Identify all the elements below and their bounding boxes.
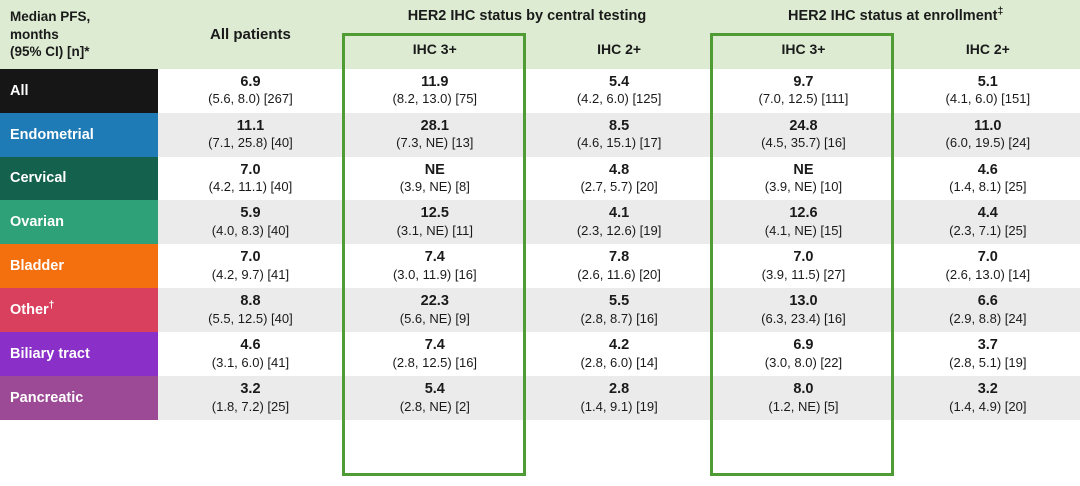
data-cell xyxy=(527,157,711,201)
data-cell xyxy=(158,288,342,332)
data-cell xyxy=(527,200,711,244)
median-value: 3.2 xyxy=(240,381,261,398)
data-cell xyxy=(896,376,1080,420)
median-value: 6.9 xyxy=(793,337,814,354)
confidence-interval: (4.2, 6.0) [125] xyxy=(576,91,662,107)
confidence-interval: (7.0, 12.5) [111] xyxy=(758,91,849,107)
data-cell xyxy=(896,157,1080,201)
median-value: 5.9 xyxy=(240,205,261,222)
median-value: 7.4 xyxy=(424,337,445,354)
median-value: 7.4 xyxy=(424,249,445,266)
median-value: NE xyxy=(424,161,445,178)
table-bottom-filler xyxy=(0,420,1080,440)
corner-line-1: Median PFS, xyxy=(10,9,91,24)
data-cell xyxy=(527,332,711,376)
median-value: 6.6 xyxy=(977,293,998,310)
confidence-interval: (3.0, 8.0) [22] xyxy=(764,354,843,370)
data-cell xyxy=(158,244,342,288)
data-cell xyxy=(343,157,527,201)
row-label-endometrial: Endometrial xyxy=(0,113,158,157)
confidence-interval: (5.5, 12.5) [40] xyxy=(208,311,293,327)
confidence-interval: (1.8, 7.2) [25] xyxy=(211,398,290,414)
data-cell xyxy=(711,200,895,244)
confidence-interval: (2.3, 7.1) [25] xyxy=(949,223,1027,239)
filler-cell xyxy=(343,420,527,440)
data-cell xyxy=(158,200,342,244)
data-cell xyxy=(896,69,1080,113)
median-value: 5.5 xyxy=(609,293,630,310)
median-value: 3.7 xyxy=(977,337,998,354)
data-cell xyxy=(158,332,342,376)
confidence-interval: (2.3, 12.6) [19] xyxy=(576,223,662,239)
table-header xyxy=(0,0,1080,69)
median-value: 7.0 xyxy=(240,249,261,266)
row-label-ovarian: Ovarian xyxy=(0,200,158,244)
median-value: 9.7 xyxy=(793,73,814,90)
header-enrollment-ihc-2plus: IHC 2+ xyxy=(896,32,1080,69)
confidence-interval: (1.4, 9.1) [19] xyxy=(580,398,658,414)
filler-cell xyxy=(0,420,158,440)
median-value: 3.2 xyxy=(977,381,998,398)
data-cell xyxy=(158,69,342,113)
confidence-interval: (6.0, 19.5) [24] xyxy=(945,135,1031,151)
confidence-interval: (1.2, NE) [5] xyxy=(768,398,839,414)
median-value: 5.1 xyxy=(977,73,998,90)
median-value: 2.8 xyxy=(609,381,630,398)
confidence-interval: (3.1, NE) [11] xyxy=(396,223,473,239)
data-cell xyxy=(896,288,1080,332)
median-value: 8.0 xyxy=(793,381,814,398)
row-label-other: Other† xyxy=(0,288,158,332)
data-cell xyxy=(711,113,895,157)
data-cell xyxy=(343,332,527,376)
median-value: 13.0 xyxy=(789,293,818,310)
table-row xyxy=(0,113,1080,157)
median-value: 7.0 xyxy=(977,249,998,266)
median-value: 12.6 xyxy=(789,205,818,222)
header-central-ihc-2plus: IHC 2+ xyxy=(527,32,711,69)
confidence-interval: (4.1, NE) [15] xyxy=(764,223,843,239)
data-cell xyxy=(711,332,895,376)
header-all-patients: All patients xyxy=(158,0,342,69)
data-cell xyxy=(711,69,895,113)
filler-cell xyxy=(896,420,1080,440)
table-row xyxy=(0,376,1080,420)
row-label-cervical: Cervical xyxy=(0,157,158,201)
data-cell xyxy=(527,288,711,332)
confidence-interval: (6.3, 23.4) [16] xyxy=(761,311,846,327)
confidence-interval: (3.9, 11.5) [27] xyxy=(761,267,846,283)
data-cell xyxy=(711,376,895,420)
median-value: 4.6 xyxy=(240,337,261,354)
corner-line-3: (95% CI) [n]* xyxy=(10,44,90,60)
corner-line-2: months xyxy=(10,26,59,42)
header-central-ihc-3plus: IHC 3+ xyxy=(343,32,527,69)
median-value: 24.8 xyxy=(789,117,818,134)
confidence-interval: (4.5, 35.7) [16] xyxy=(761,135,846,151)
header-group-central-testing: HER2 IHC status by central testing xyxy=(343,0,712,32)
data-cell xyxy=(527,244,711,288)
header-group-row xyxy=(0,0,1080,32)
data-cell xyxy=(158,376,342,420)
data-cell xyxy=(158,113,342,157)
data-cell xyxy=(527,69,711,113)
median-value: 8.8 xyxy=(240,293,261,310)
row-label-all: All xyxy=(0,69,158,113)
median-value: 4.8 xyxy=(609,161,630,178)
data-cell xyxy=(711,157,895,201)
median-value: 11.9 xyxy=(421,73,449,90)
table-row xyxy=(0,200,1080,244)
median-value: 28.1 xyxy=(420,117,449,134)
confidence-interval: (1.4, 8.1) [25] xyxy=(949,179,1027,195)
confidence-interval: (2.8, 8.7) [16] xyxy=(580,311,658,327)
filler-cell xyxy=(527,420,711,440)
confidence-interval: (2.8, 5.1) [19] xyxy=(949,354,1027,370)
data-cell xyxy=(896,200,1080,244)
table-body xyxy=(0,69,1080,441)
data-cell xyxy=(343,69,527,113)
confidence-interval: (2.9, 8.8) [24] xyxy=(949,311,1027,327)
median-value: 7.0 xyxy=(240,161,261,178)
median-value: 7.8 xyxy=(609,249,630,266)
data-cell xyxy=(896,244,1080,288)
data-cell xyxy=(527,113,711,157)
median-value: 11.0 xyxy=(974,117,1002,134)
confidence-interval: (3.1, 6.0) [41] xyxy=(211,354,290,370)
confidence-interval: (5.6, 8.0) [267] xyxy=(208,91,293,107)
data-cell xyxy=(527,376,711,420)
row-label-pancreatic: Pancreatic xyxy=(0,376,158,420)
data-cell xyxy=(343,376,527,420)
median-value: 22.3 xyxy=(420,293,449,310)
confidence-interval: (3.9, NE) [8] xyxy=(399,179,470,195)
median-value: 11.1 xyxy=(236,117,265,134)
confidence-interval: (2.6, 11.6) [20] xyxy=(577,267,661,283)
median-value: 4.4 xyxy=(977,205,998,222)
median-value: 7.0 xyxy=(793,249,814,266)
confidence-interval: (2.6, 13.0) [14] xyxy=(945,267,1031,283)
confidence-interval: (1.4, 4.9) [20] xyxy=(949,398,1027,414)
header-corner-label xyxy=(0,0,158,69)
table-row xyxy=(0,288,1080,332)
median-value: 6.9 xyxy=(240,73,261,90)
confidence-interval: (4.6, 15.1) [17] xyxy=(576,135,662,151)
confidence-interval: (2.8, 6.0) [14] xyxy=(580,354,658,370)
table-row xyxy=(0,332,1080,376)
table-row xyxy=(0,244,1080,288)
table-row xyxy=(0,157,1080,201)
filler-cell xyxy=(158,420,342,440)
confidence-interval: (2.8, NE) [2] xyxy=(399,398,470,414)
confidence-interval: (3.9, NE) [10] xyxy=(764,179,843,195)
data-cell xyxy=(343,244,527,288)
confidence-interval: (3.0, 11.9) [16] xyxy=(392,267,477,283)
row-label-biliary-tract: Biliary tract xyxy=(0,332,158,376)
data-cell xyxy=(896,332,1080,376)
median-value: 5.4 xyxy=(609,73,630,90)
confidence-interval: (4.0, 8.3) [40] xyxy=(211,223,290,239)
confidence-interval: (2.7, 5.7) [20] xyxy=(580,179,658,195)
data-cell xyxy=(896,113,1080,157)
median-value: 4.1 xyxy=(609,205,630,222)
filler-cell xyxy=(711,420,895,440)
confidence-interval: (4.2, 9.7) [41] xyxy=(211,267,290,283)
median-value: 8.5 xyxy=(609,117,630,134)
median-value: 4.2 xyxy=(609,337,630,354)
table-row xyxy=(0,69,1080,113)
row-label-bladder: Bladder xyxy=(0,244,158,288)
data-cell xyxy=(343,113,527,157)
data-cell xyxy=(711,244,895,288)
data-cell xyxy=(158,157,342,201)
confidence-interval: (2.8, 12.5) [16] xyxy=(392,354,478,370)
data-cell xyxy=(343,200,527,244)
confidence-interval: (7.3, NE) [13] xyxy=(396,135,474,151)
median-value: 4.6 xyxy=(977,161,998,178)
confidence-interval: (8.2, 13.0) [75] xyxy=(392,91,478,107)
header-enrollment-ihc-3plus: IHC 3+ xyxy=(711,32,895,69)
confidence-interval: (5.6, NE) [9] xyxy=(399,311,470,327)
median-value: NE xyxy=(793,161,814,178)
confidence-interval: (4.1, 6.0) [151] xyxy=(945,91,1031,107)
header-group-enrollment: HER2 IHC status at enrollment‡ xyxy=(711,0,1080,32)
data-cell xyxy=(343,288,527,332)
confidence-interval: (4.2, 11.1) [40] xyxy=(208,179,293,195)
median-value: 5.4 xyxy=(424,381,445,398)
median-value: 12.5 xyxy=(420,205,449,222)
data-cell xyxy=(711,288,895,332)
confidence-interval: (7.1, 25.8) [40] xyxy=(208,135,293,151)
